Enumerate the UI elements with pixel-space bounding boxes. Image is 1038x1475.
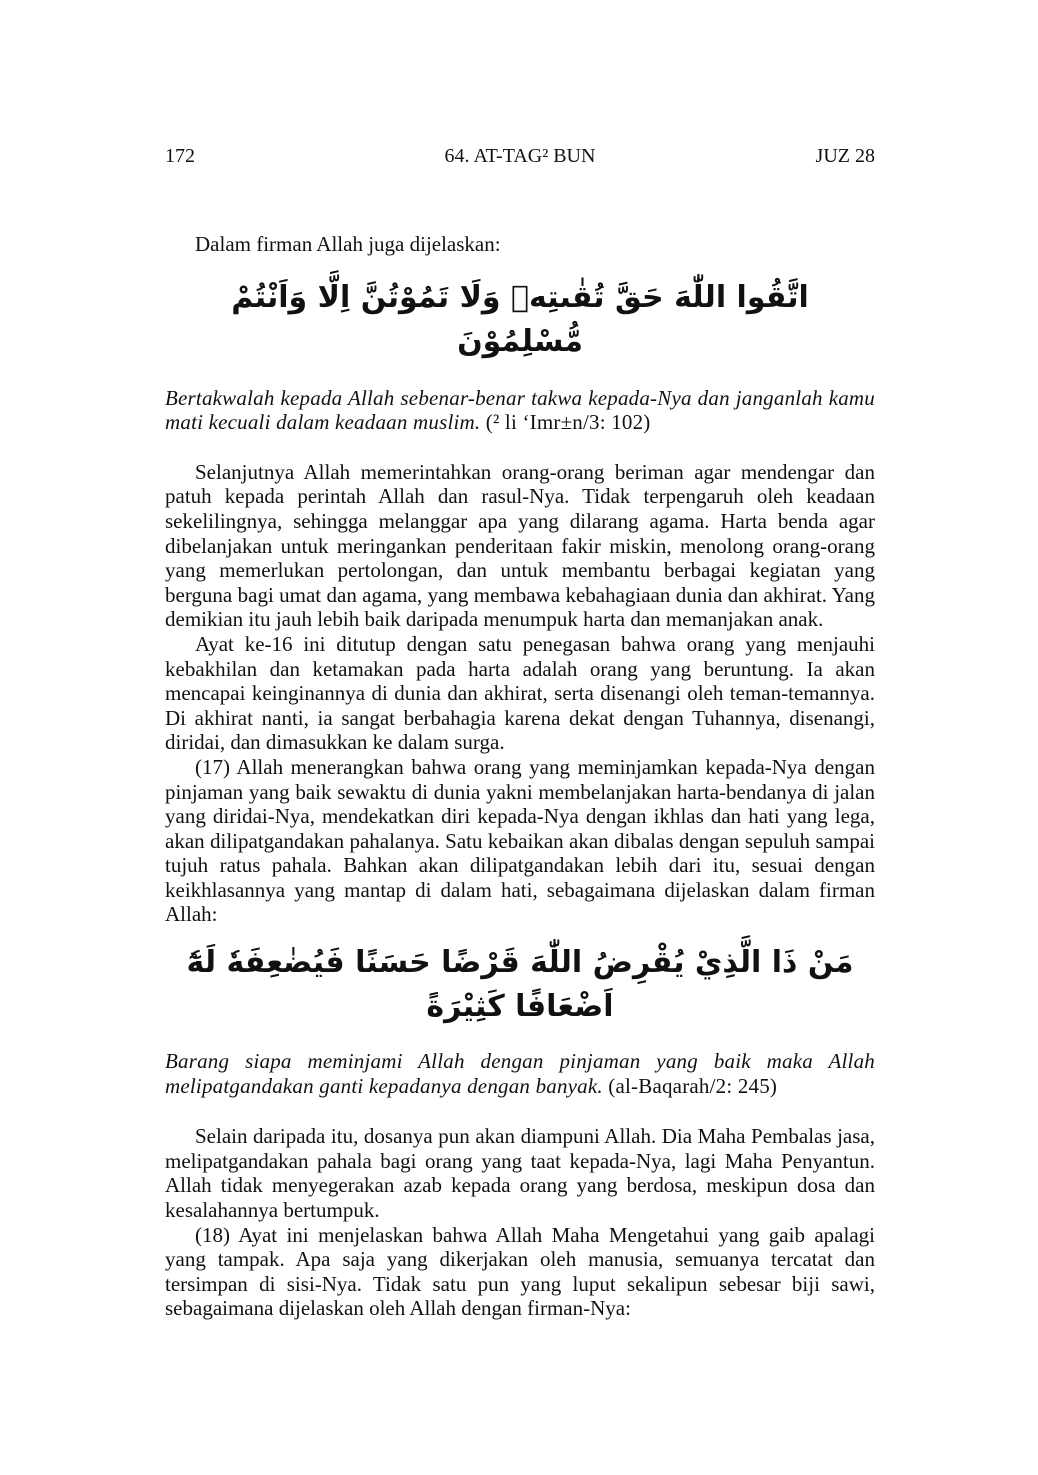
verse-2-translation xyxy=(165,1049,875,1098)
verse-source: (al-Baqarah/2: 245) xyxy=(602,1073,778,1098)
running-header xyxy=(165,145,875,171)
paragraph: (18) Ayat ini menjelaskan bahwa Allah Maha Mengetahui yang gaib apalagi yang tampak. Apa saja yang dikerjakan oleh manusia, semuanya tercatat dan tersimpan di sisi-Nya. Tidak satu pun yang luput sekalipun sebesar biji sawi, sebagaimana dijelaskan oleh Allah dengan firman-Nya: xyxy=(165,1222,875,1321)
intro-paragraph: Dalam firman Allah juga dijelaskan: xyxy=(195,232,501,256)
paragraph: Ayat ke-16 ini ditutup dengan satu penegasan bahwa orang yang menjauhi kebakhilan dan ketamakan pada harta adalah orang yang beruntung. Ia akan mencapai keinginannya di dunia dan akhirat, serta disenangi oleh teman-temannya. Di akhirat nanti, ia sangat berbahagia karena dekat dengan Tuhannya, disenangi, diridai, dan dimasukkan ke dalam surga. xyxy=(165,631,875,755)
verse-source: (² li ‘Imr±n/3: 102) xyxy=(480,410,651,435)
verse-1-translation xyxy=(165,386,875,435)
body-section-2 xyxy=(165,1124,875,1321)
page-body xyxy=(165,232,875,1381)
paragraph: (17) Allah menerangkan bahwa orang yang meminjamkan kepada-Nya dengan pinjaman yang baik sewaktu di dunia yakni membelanjakan harta-bendanya di jalan yang diridai-Nya, mendekatkan diri kepada-Nya dengan ikhlas dan hati yang lega, akan dilipatgandakan pahalanya. Satu kebaikan akan dibalas dengan sepuluh sampai tujuh ratus pahala. Bahkan akan dilipatgandakan lebih dari itu, sesuai dengan keikhlasannya yang mantap di dalam hati, sebagaimana dijelaskan dalam firman Allah: xyxy=(165,754,875,927)
arabic-verse-2: مَنْ ذَا الَّذِيْ يُقْرِضُ اللّٰهَ قَرْضًا حَسَنًا فَيُضٰعِفَهٗ لَهٗٓ اَضْعَافًا كَثِيْرَةً xyxy=(186,945,854,1025)
page-number: 172 xyxy=(165,145,195,167)
translation-text: Barang siapa meminjami Allah dengan pinjaman yang baik maka Allah melipatgandakan ganti kepadanya dengan banyak. xyxy=(165,1049,875,1098)
juz-label: JUZ 28 xyxy=(815,145,875,167)
chapter-title: 64. AT-TAG² BUN xyxy=(444,145,596,167)
paragraph: Selanjutnya Allah memerintahkan orang-orang beriman agar mendengar dan patuh kepada perintah Allah dan rasul-Nya. Tidak terpengaruh oleh keadaan sekelilingnya, sehingga melanggar apa yang dilarang agama. Harta benda agar dibelanjakan untuk meringankan penderitaan fakir miskin, menolong orang-orang yang memerlukan pertolongan, dan untuk membantu berbagai kegiatan yang berguna bagi umat dan agama, yang membawa kebahagiaan dunia dan akhirat. Yang demikian itu jauh lebih baik daripada menumpuk harta dan memanjakan anak. xyxy=(165,459,875,632)
intro-text xyxy=(165,232,875,257)
arabic-verse-1: اتَّقُوا اللّٰهَ حَقَّ تُقٰىتِهٖ وَلَا تَمُوْتُنَّ اِلَّا وَاَنْتُمْ مُّسْلِمُوْنَ xyxy=(231,279,809,359)
translation-text: Bertakwalah kepada Allah sebenar-benar takwa kepada-Nya dan janganlah kamu mati kecuali dalam keadaan muslim. xyxy=(165,385,875,435)
paragraph: Selain daripada itu, dosanya pun akan diampuni Allah. Dia Maha Pembalas jasa, melipatgandakan pahala bagi orang yang taat kepada-Nya, lagi Maha Penyantun. Allah tidak menyegerakan azab kepada orang yang berdosa, meskipun dosa dan kesalahannya bertumpuk. xyxy=(165,1124,875,1223)
body-section-1 xyxy=(165,460,875,927)
